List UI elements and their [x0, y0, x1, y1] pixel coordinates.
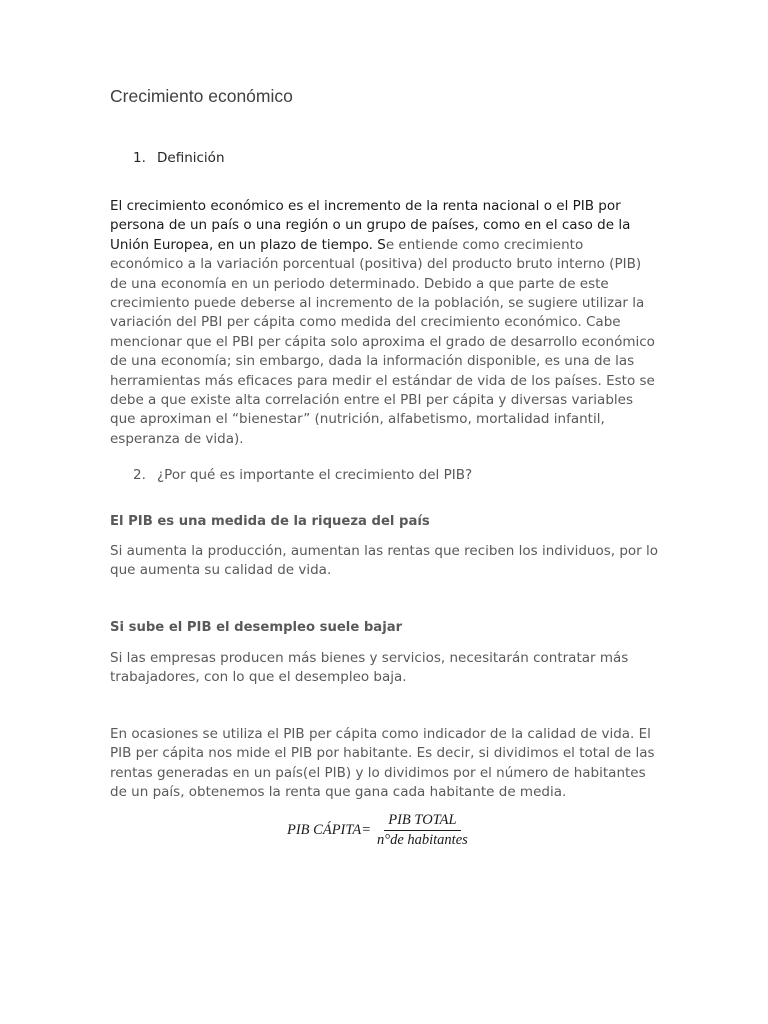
- page-title: Crecimiento económico: [110, 86, 293, 106]
- closing-paragraph: En ocasiones se utiliza el PIB per cápita como indicador de la calidad de vida. El PIB per cápita nos mide el PIB por habitante. Es decir, si dividimos el total de las rentas generadas en un país(el PIB) y lo dividimos por el número de habitantes de un país, obtenemos la renta que gana cada habitante de media.: [110, 726, 655, 801]
- formula-denominator: n°de habitantes: [377, 832, 468, 848]
- paragraph-riqueza: Si aumenta la producción, aumentan las rentas que reciben los individuos, por lo que aumenta su calidad de vida.: [110, 543, 658, 579]
- formula-numerator: PIB TOTAL: [384, 812, 460, 831]
- section-number: 1.: [133, 150, 146, 166]
- definition-paragraph: [110, 197, 660, 449]
- section-number: 2.: [133, 467, 146, 483]
- pib-per-capita-formula: [287, 812, 470, 849]
- subheading-desempleo: Si sube el PIB el desempleo suele bajar: [110, 620, 403, 635]
- subheading-riqueza: El PIB es una medida de la riqueza del país: [110, 514, 430, 529]
- definition-text-gray: e entiende como crecimiento económico a la variación porcentual (positiva) del producto bruto interno (PIB) de una economía en un periodo determinado. Debido a que parte de este crecimiento puede deberse al incremento de la población, se sugiere utilizar la variación del PBI per cápita como medida del crecimiento económico. Cabe mencionar que el PBI per cápita solo aproxima el grado de desarrollo económico de una economía; sin embargo, dada la información disponible, es una de las herramientas más eficaces para medir el estándar de vida de los países. Esto se debe a que existe alta correlación entre el PBI per cápita y diversas variables que aproximan el “bienestar” (nutrición, alfabetismo, mortalidad infantil, esperanza de vida).: [110, 236, 655, 447]
- formula-fraction: [375, 812, 470, 849]
- section-heading-definition: [133, 150, 225, 166]
- section-heading-importance: [133, 467, 472, 483]
- definition-text-dark: El crecimiento económico es el incremento de la renta nacional o el PIB por persona de un país o una región o un grupo de países, como en el caso de la Unión Europea, en un plazo de tiempo. S: [110, 198, 631, 253]
- paragraph-desempleo: Si las empresas producen más bienes y servicios, necesitarán contratar más trabajadores, con lo que el desempleo baja.: [110, 650, 629, 686]
- section-heading-text: ¿Por qué es importante el crecimiento del PIB?: [157, 467, 473, 483]
- formula-lhs: PIB CÁPITA=: [287, 822, 372, 838]
- section-heading-text: Definición: [157, 150, 225, 166]
